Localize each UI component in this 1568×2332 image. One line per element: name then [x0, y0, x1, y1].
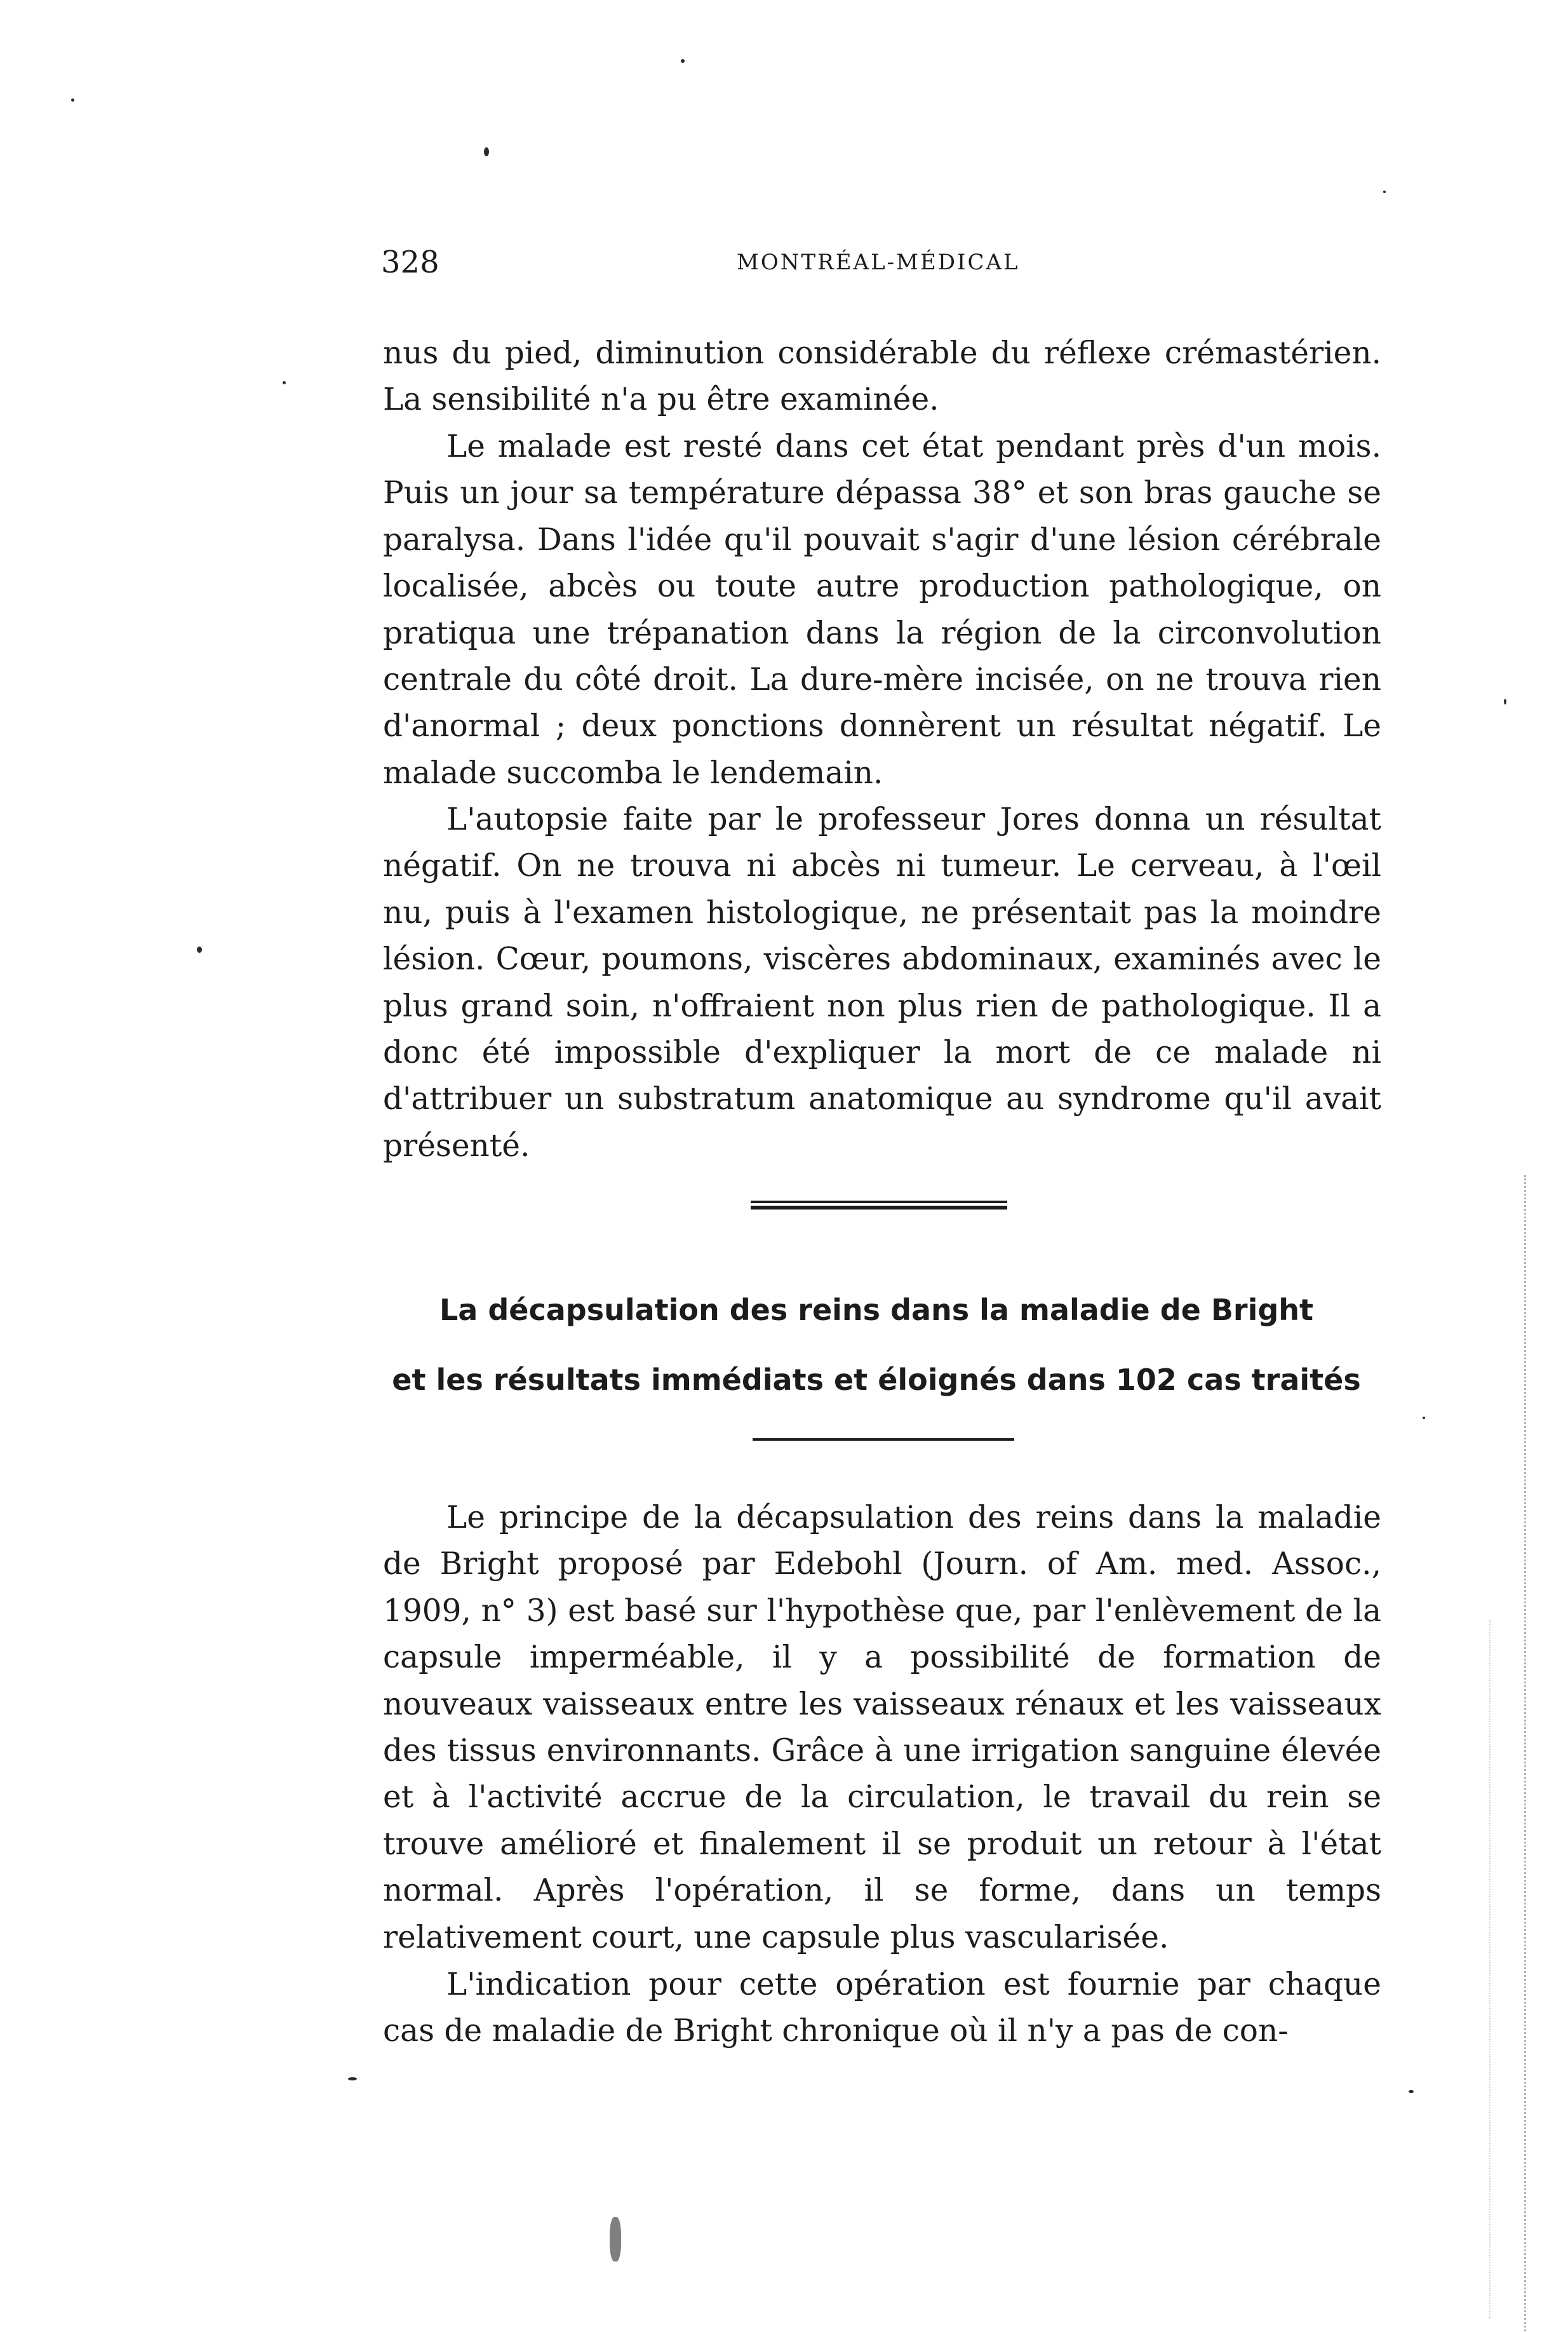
body-paragraph: L'autopsie faite par le professeur Jores donna un résultat négatif. On ne trouva ni abcès ni tumeur. Le cerveau, à l'œil nu, puis à l'examen histologique, ne présentait pas la moindre lésion. Cœur, poumons, viscères abdominaux, examinés avec le plus grand soin, n'offraient non plus rien de pathologique. Il a donc été impossible d'expliquer la mort de ce malade ni d'attribuer un substratum anatomique au syndrome qu'il avait présenté. [383, 802, 1381, 1164]
article-paragraph: Le principe de la décapsulation des reins dans la maladie de Bright proposé par Edebohl (Journ. of Am. med. Assoc., 1909, n° 3) est basé sur l'hypothèse que, par l'enlèvement de la capsule imperméable, il y a possibilité de formation de nouveaux vaisseaux entre les vaisseaux rénaux et les vaisseaux des tissus environnants. Grâce à une irrigation sanguine élevée et à l'activité accrue de la circulation, le travail du rein se trouve amélioré et finalement il se produit un retour à l'état normal. Après l'opération, il se forme, dans un temps relativement court, une capsule plus vascularisée. [383, 1500, 1381, 1955]
scan-speck [484, 147, 489, 156]
scan-speck [348, 2077, 357, 2080]
title-underline-rule [753, 1438, 1014, 1441]
article-paragraph: L'indication pour cette opération est fournie par chaque cas de maladie de Bright chronique où il n'y a pas de con- [383, 1967, 1381, 2049]
body-paragraph-continued: nus du pied, diminution considérable du réflexe crémastérien. La sensibilité n'a pu être examinée. [383, 335, 1381, 418]
body-paragraph: Le malade est resté dans cet état pendant près d'un mois. Puis un jour sa température dépassa 38° et son bras gauche se paralysa. Dans l'idée qu'il pouvait s'agir d'une lésion cérébrale localisée, abcès ou toute autre production pathologique, on pratiqua une trépanation dans la région de la circonvolution centrale du côté droit. La dure-mère incisée, on ne trouva rien d'anormal ; deux ponctions donnèrent un résultat négatif. Le malade succomba le lendemain. [383, 429, 1381, 791]
page-number: 328 [381, 245, 439, 280]
scan-speck [1504, 699, 1506, 704]
running-head: MONTRÉAL-MÉDICAL [737, 250, 1020, 275]
section-separator-rule [751, 1201, 1007, 1210]
scan-speck [610, 2217, 621, 2261]
page-edge-shadow [1489, 1620, 1497, 2319]
page-header [381, 245, 1372, 295]
scan-speck [1383, 191, 1386, 193]
article-title-line-2: et les résultats immédiats et éloignés dans 102 cas traités [392, 1363, 1361, 1397]
scan-speck [681, 59, 685, 63]
scan-speck [1409, 2090, 1414, 2093]
page-edge-shadow [1524, 1175, 1539, 2331]
article-title-line-1: La décapsulation des reins dans la maladie de Bright [439, 1293, 1314, 1327]
scan-speck [71, 98, 74, 102]
scan-speck [283, 381, 286, 384]
scan-speck [197, 947, 202, 953]
scan-speck [1423, 1417, 1425, 1419]
